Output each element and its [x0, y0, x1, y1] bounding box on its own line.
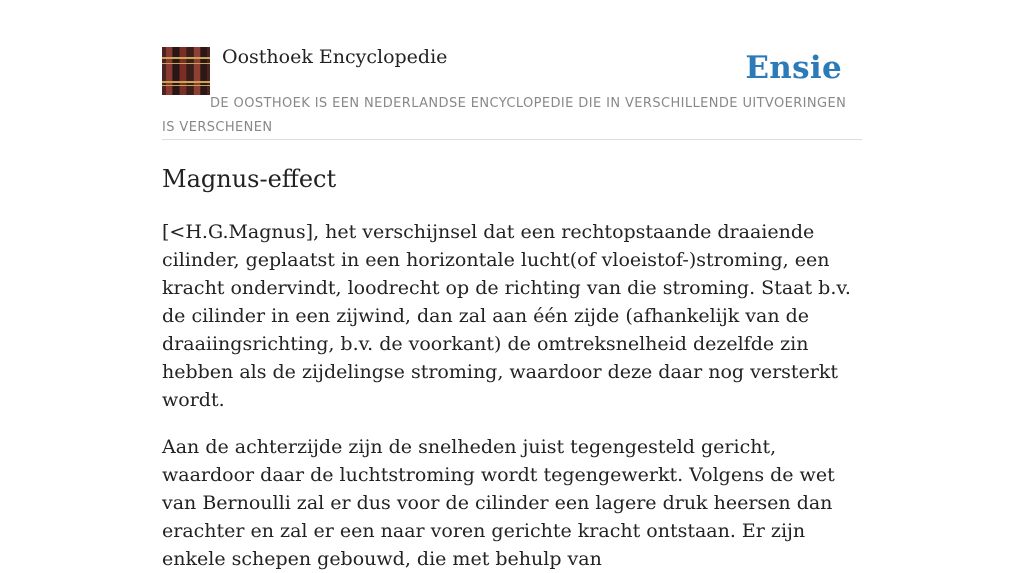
page — [162, 0, 862, 573]
article — [162, 140, 862, 573]
site-header — [162, 0, 862, 140]
article-paragraph-2: Aan de achterzijde zijn de snelheden juist tegengesteld gericht, waardoor daar de luchtstroming wordt tegengewerkt. Volgens de wet van Bernoulli zal er dus voor de cilinder een lagere druk heersen dan erachter en zal er een naar voren gerichte kracht ontstaan. Er zijn enkele schepen gebouwd, die met behulp van — [162, 436, 835, 570]
books-image — [162, 47, 210, 95]
site-tagline: DE OOSTHOEK IS EEN NEDERLANDSE ENCYCLOPEDIE DIE IN VERSCHILLENDE UITVOERINGEN IS VERSCHENEN — [162, 96, 847, 135]
article-paragraph-1: [<H.G.Magnus], het verschijnsel dat een rechtopstaande draaiende cilinder, geplaatst in een horizontale lucht(of vloeistof-)stroming, een kracht ondervindt, loodrecht op de richting van die stroming. Staat b.v. de cilinder in een zijwind, dan zal aan één zijde (afhankelijk van de draaiingsrichting, b.v. de voorkant) de omtreksnelheid dezelfde zin hebben als de zijdelingse stroming, waardoor deze daar nog versterkt wordt. — [162, 221, 851, 411]
ensie-logo[interactable]: Ensie — [745, 50, 842, 86]
encyclopedia-avatar[interactable] — [162, 47, 210, 95]
page-title: Magnus-effect — [162, 165, 337, 193]
site-title[interactable]: Oosthoek Encyclopedie — [222, 46, 448, 68]
